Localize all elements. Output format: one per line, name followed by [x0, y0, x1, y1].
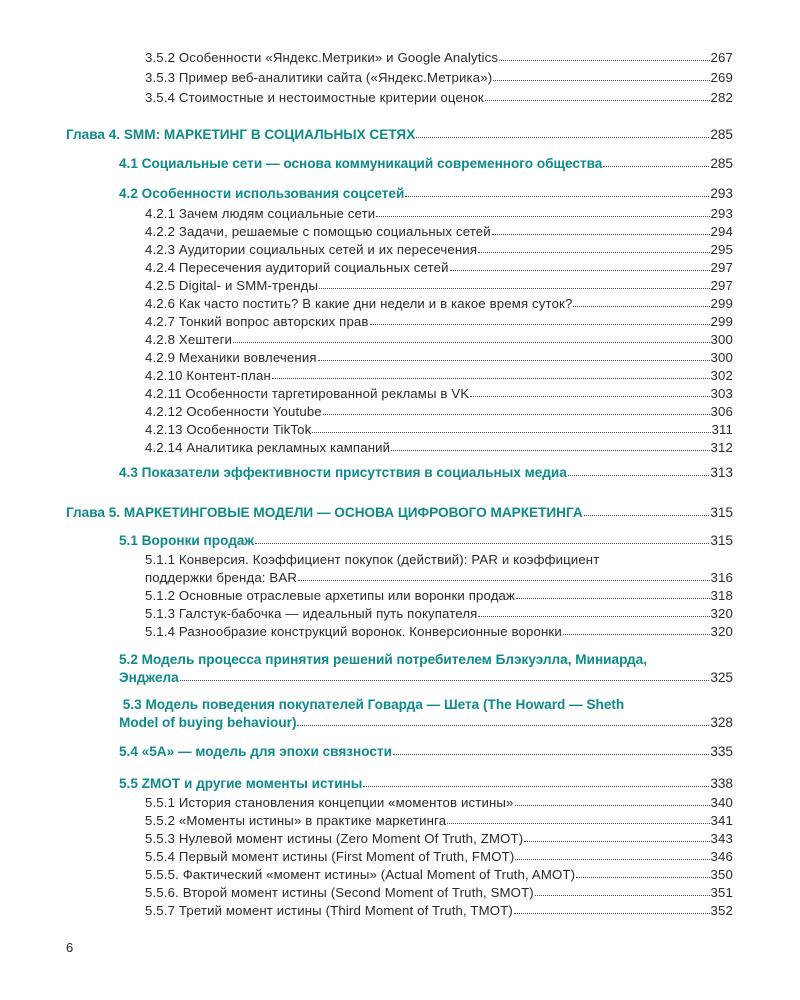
toc-entry-label: 4.2.13 Особенности TikTok [145, 422, 312, 437]
dot-leader [447, 822, 709, 824]
toc-entry-label: 4.2.12 Особенности Youtube [145, 404, 322, 419]
toc-entry-page: 297 [710, 278, 733, 293]
toc-entry[interactable] [145, 404, 733, 419]
toc-entry-label: Model of buying behaviour) [119, 715, 297, 730]
toc-entry-page: 320 [710, 624, 733, 639]
toc-entry-label: 4.2.10 Контент-план [145, 368, 271, 383]
toc-entry[interactable] [145, 386, 733, 401]
dot-leader [255, 542, 709, 544]
toc-entry-page: 340 [710, 795, 733, 810]
toc-entry-page: 303 [710, 386, 733, 401]
toc-entry[interactable] [145, 885, 733, 900]
toc-entry-page: 325 [710, 670, 733, 685]
toc-entry-label: 5.5.3 Нулевой момент истины (Zero Moment Of Truth, ZMOT) [145, 831, 524, 846]
toc-entry-page: 316 [710, 570, 733, 585]
toc-entry[interactable] [145, 332, 733, 347]
dot-leader [323, 413, 710, 415]
dot-leader [515, 858, 709, 860]
toc-entry-label: Глава 5. МАРКЕТИНГОВЫЕ МОДЕЛИ — ОСНОВА ЦИФРОВОГО МАРКЕТИНГА [66, 505, 583, 520]
toc-entry-page: 343 [710, 831, 733, 846]
toc-entry-page: 295 [710, 242, 733, 257]
toc-entry-page: 315 [710, 533, 733, 548]
dot-leader [603, 165, 709, 167]
toc-entry-label: 4.2.6 Как часто постить? В какие дни недели и в какое время суток? [145, 296, 573, 311]
dot-leader [319, 287, 709, 289]
toc-entry-label: 4.2.2 Задачи, решаемые с помощью социальных сетей [145, 224, 491, 239]
toc-entry-page: 311 [711, 422, 733, 437]
dot-leader [363, 785, 709, 787]
toc-entry-page: 320 [710, 606, 733, 621]
toc-entry-label: 4.2.11 Особенности таргетированной рекламы в VK [145, 386, 470, 401]
toc-entry-label: 5.5 ZMOT и другие моменты истины [119, 776, 363, 791]
dot-leader [391, 449, 709, 451]
toc-entry-label: 4.2.5 Digital- и SMM-тренды [145, 278, 319, 293]
toc-entry-label: 5.5.1 История становления концепции «моментов истины» [145, 795, 514, 810]
dot-leader [499, 59, 709, 61]
toc-entry[interactable] [145, 70, 733, 85]
toc-entry-page: 341 [710, 813, 733, 828]
toc-entry-page: 302 [710, 368, 733, 383]
dot-leader [493, 79, 709, 81]
toc-section-heading[interactable] [119, 715, 733, 730]
toc-section-heading[interactable] [119, 776, 733, 791]
dot-leader [272, 377, 710, 379]
dot-leader [376, 215, 709, 217]
toc-entry-label: 3.5.3 Пример веб-аналитики сайта («Яндекс.Метрика») [145, 70, 493, 85]
toc-entry[interactable] [145, 588, 733, 603]
toc-entry[interactable] [145, 422, 733, 437]
toc-entry-label-line1: 5.2 Модель процесса принятия решений потребителем Блэкуэлла, Миниарда, [119, 652, 647, 667]
dot-leader [563, 633, 710, 635]
toc-entry-label: 5.5.7 Третий момент истины (Third Moment of Truth, TMOT) [145, 903, 513, 918]
toc-entry-label: 4.2.4 Пересечения аудиторий социальных сетей [145, 260, 449, 275]
toc-section-heading[interactable] [119, 533, 733, 548]
toc-entry-page: 313 [710, 465, 733, 480]
toc-entry-page: 299 [710, 296, 733, 311]
dot-leader [297, 724, 709, 726]
toc-entry[interactable] [145, 849, 733, 864]
toc-entry[interactable] [145, 795, 733, 810]
toc-entry-page: 351 [710, 885, 733, 900]
dot-leader [516, 597, 710, 599]
toc-entry-page: 300 [710, 332, 733, 347]
toc-entry-label: 5.5.2 «Моменты истины» в практике маркетинга [145, 813, 447, 828]
dot-leader [573, 305, 709, 307]
toc-section-heading[interactable] [119, 156, 733, 171]
toc-entry-label: 4.3 Показатели эффективности присутствия в социальных медиа [119, 465, 567, 480]
toc-entry-page: 350 [710, 867, 733, 882]
toc-section-heading[interactable] [119, 744, 733, 759]
dot-leader [233, 341, 709, 343]
dot-leader [514, 912, 710, 914]
toc-entry-label: 4.2.1 Зачем людям социальные сети [145, 206, 376, 221]
toc-entry-page: 315 [710, 505, 733, 520]
toc-entry-label: 4.2.7 Тонкий вопрос авторских прав [145, 314, 369, 329]
dot-leader [535, 894, 710, 896]
toc-entry[interactable] [145, 903, 733, 918]
toc-entry-label: поддержки бренда: BAR [145, 570, 297, 585]
toc-entry-label: 4.2 Особенности использования соцсетей [119, 186, 405, 201]
toc-entry[interactable] [145, 314, 733, 329]
toc-entry[interactable] [145, 242, 733, 257]
toc-entry-page: 282 [710, 90, 733, 105]
toc-entry-page: 294 [710, 224, 733, 239]
dot-leader [450, 269, 710, 271]
toc-entry[interactable] [145, 278, 733, 293]
dot-leader [576, 876, 709, 878]
toc-section-heading[interactable] [119, 465, 733, 480]
dot-leader [416, 136, 709, 138]
toc-entry-page: 300 [710, 350, 733, 365]
dot-leader [312, 431, 710, 433]
toc-entry[interactable] [145, 813, 733, 828]
toc-entry[interactable] [145, 624, 733, 639]
toc-entry[interactable] [145, 296, 733, 311]
dot-leader [318, 359, 710, 361]
toc-entry-label: 3.5.4 Стоимостные и нестоимостные критерии оценок [145, 90, 484, 105]
toc-entry[interactable] [145, 206, 733, 221]
toc-entry-label: 5.1.4 Разнообразие конструкций воронок. Конверсионные воронки [145, 624, 562, 639]
toc-entry-page: 338 [710, 776, 733, 791]
toc-entry-label: 4.2.8 Хештеги [145, 332, 233, 347]
toc-entry-page: 285 [710, 156, 733, 171]
dot-leader [470, 395, 709, 397]
toc-section-heading[interactable] [119, 186, 733, 201]
toc-entry-label: 5.1 Воронки продаж [119, 533, 255, 548]
toc-entry[interactable] [145, 90, 733, 105]
toc-chapter-heading[interactable] [66, 127, 733, 142]
toc-entry-page: 293 [710, 186, 733, 201]
toc-entry-page: 293 [710, 206, 733, 221]
dot-leader [515, 804, 710, 806]
toc-entry-label: 5.1.2 Основные отраслевые архетипы или воронки продаж [145, 588, 515, 603]
toc-entry-label: Глава 4. SMM: МАРКЕТИНГ В СОЦИАЛЬНЫХ СЕТЯХ [66, 127, 416, 142]
toc-entry-label: 4.1 Социальные сети — основа коммуникаций современного общества [119, 156, 603, 171]
toc-entry[interactable] [145, 224, 733, 239]
toc-entry-label: Энджела [119, 670, 179, 685]
toc-entry-page: 267 [710, 50, 733, 65]
toc-entry-label: 4.2.14 Аналитика рекламных кампаний [145, 440, 391, 455]
dot-leader [370, 323, 710, 325]
toc-entry[interactable] [145, 570, 733, 585]
page-number: 6 [66, 940, 74, 955]
toc-entry-label: 5.5.4 Первый момент истины (First Moment of Truth, FMOT) [145, 849, 515, 864]
toc-entry-label: 5.5.6. Второй момент истины (Second Moment of Truth, SMOT) [145, 885, 534, 900]
toc-entry-label: 4.2.9 Механики вовлечения [145, 350, 317, 365]
toc-entry-page: 269 [710, 70, 733, 85]
toc-entry[interactable] [145, 867, 733, 882]
toc-entry[interactable] [145, 831, 733, 846]
toc-entry-page: 299 [710, 314, 733, 329]
toc-entry-page: 335 [710, 744, 733, 759]
toc-entry[interactable] [145, 350, 733, 365]
dot-leader [405, 195, 709, 197]
dot-leader [524, 840, 709, 842]
toc-chapter-heading[interactable] [66, 505, 733, 520]
toc-entry-label: 5.5.5. Фактический «момент истины» (Actual Moment of Truth, AMOT) [145, 867, 576, 882]
toc-entry-page: 346 [710, 849, 733, 864]
dot-leader [478, 615, 709, 617]
toc-entry[interactable] [145, 440, 733, 455]
toc-section-heading[interactable] [119, 670, 733, 685]
dot-leader [298, 579, 710, 581]
dot-leader [478, 251, 709, 253]
toc-entry[interactable] [145, 368, 733, 383]
dot-leader [485, 99, 710, 101]
dot-leader [393, 753, 709, 755]
toc-entry-page: 352 [710, 903, 733, 918]
toc-entry-page: 318 [710, 588, 733, 603]
toc-entry-page: 285 [710, 127, 733, 142]
toc-entry-label: 5.4 «5A» — модель для эпохи связности [119, 744, 392, 759]
toc-entry[interactable] [145, 50, 733, 65]
dot-leader [568, 474, 710, 476]
toc-entry-label-line1: 5.3 Модель поведения покупателей Говарда — Шета (The Howard — Sheth [119, 697, 625, 712]
toc-entry-page: 306 [710, 404, 733, 419]
toc-entry-label-line1: 5.1.1 Конверсия. Коэффициент покупок (действий): PAR и коэффициент [145, 552, 600, 567]
toc-entry[interactable] [145, 606, 733, 621]
dot-leader [180, 679, 710, 681]
toc-entry-page: 297 [710, 260, 733, 275]
toc-entry-page: 312 [710, 440, 733, 455]
toc-entry-label: 4.2.3 Аудитории социальных сетей и их пересечения [145, 242, 478, 257]
dot-leader [492, 233, 710, 235]
toc-entry-label: 3.5.2 Особенности «Яндекс.Метрики» и Google Analytics [145, 50, 499, 65]
toc-entry[interactable] [145, 260, 733, 275]
dot-leader [584, 514, 710, 516]
toc-entry-page: 328 [710, 715, 733, 730]
toc-entry-label: 5.1.3 Галстук-бабочка — идеальный путь покупателя [145, 606, 478, 621]
